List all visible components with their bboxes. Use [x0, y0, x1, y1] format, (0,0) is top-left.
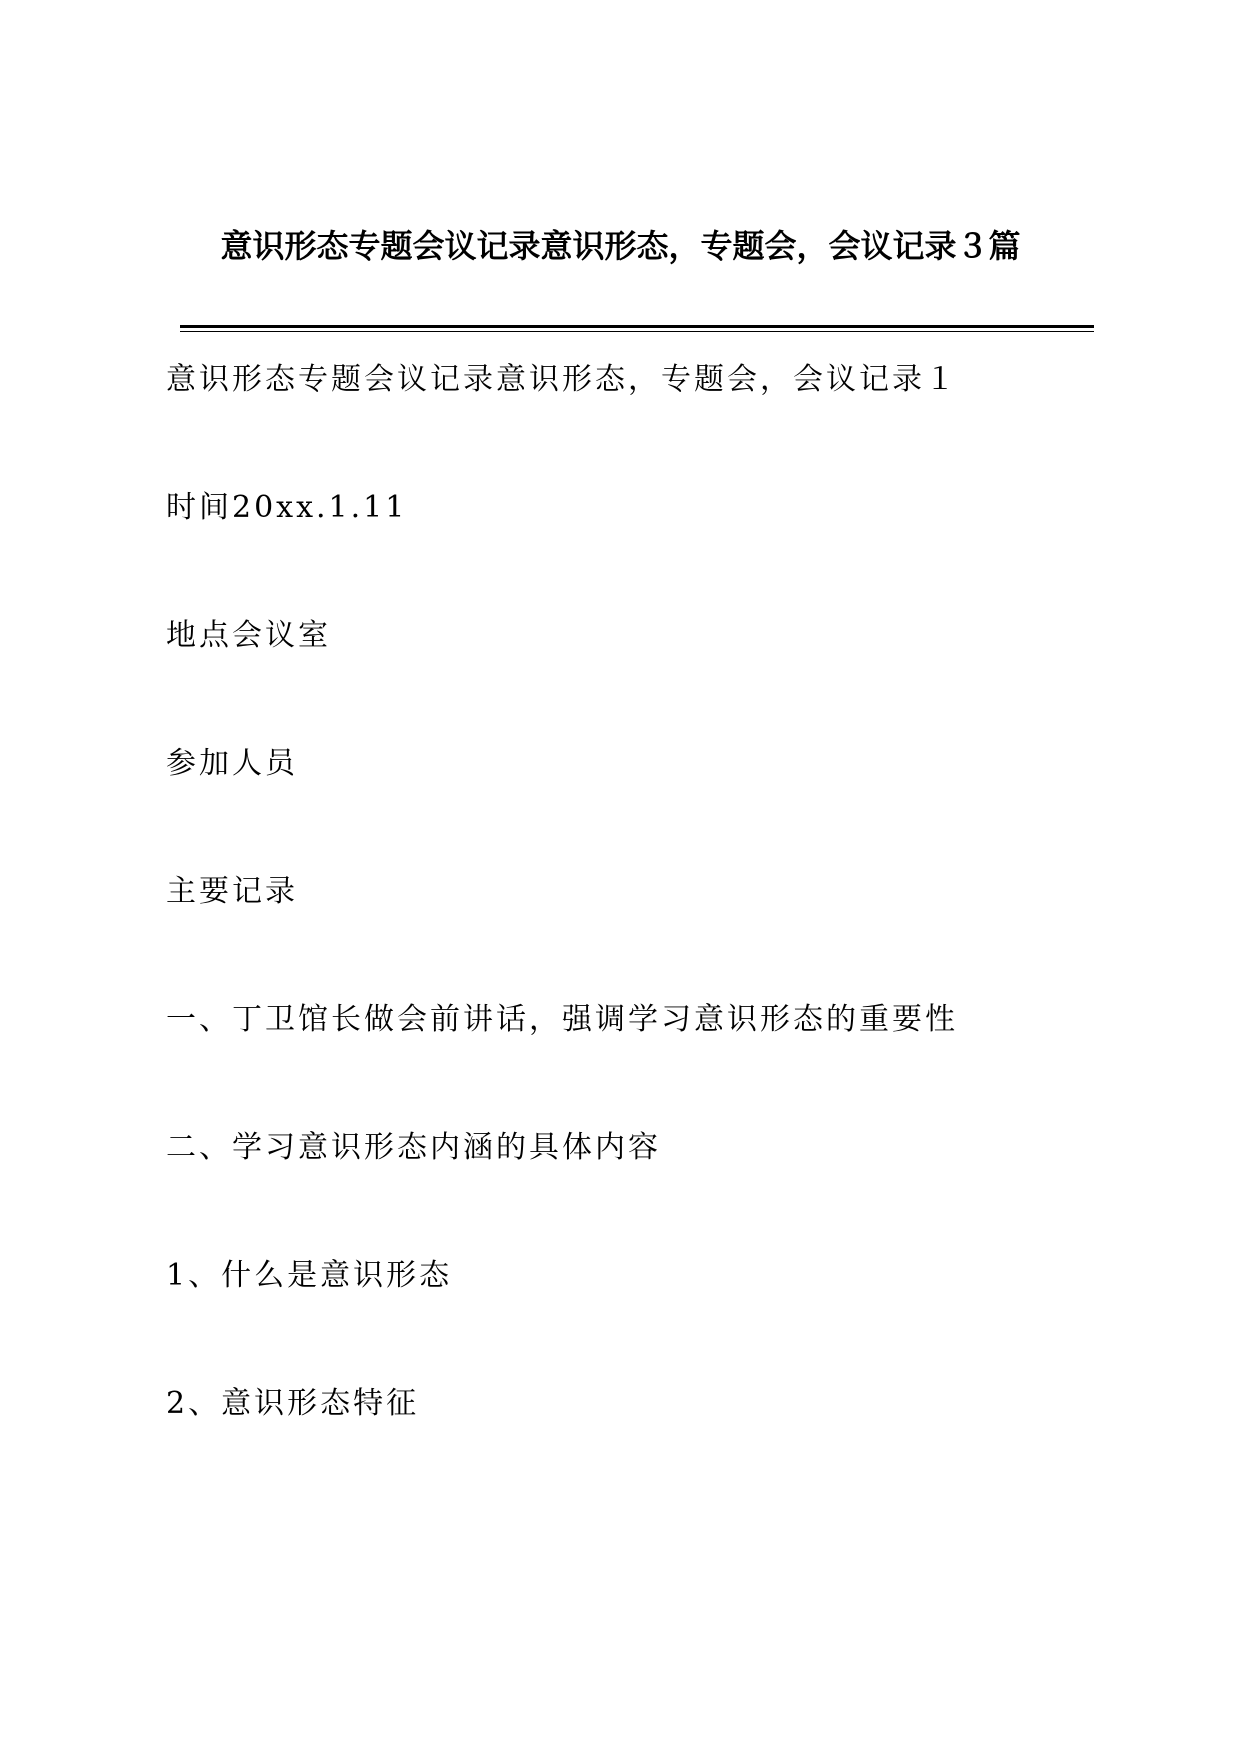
record-subitem-1: 1、什么是意识形态 [166, 1258, 453, 1293]
record-subitem-2: 2、意识形态特征 [166, 1386, 420, 1421]
record-item-1: 一、丁卫馆长做会前讲话，强调学习意识形态的重要性 [166, 1002, 958, 1037]
meeting-time: 时间20xx.1.11 [166, 490, 408, 525]
attendees-label: 参加人员 [166, 746, 298, 781]
section-heading: 意识形态专题会议记录意识形态，专题会，会议记录１ [166, 362, 958, 397]
document-title: 意识形态专题会议记录意识形态，专题会，会议记录３篇 [220, 227, 1021, 265]
meeting-location: 地点会议室 [166, 618, 331, 653]
record-item-2: 二、学习意识形态内涵的具体内容 [166, 1130, 661, 1165]
title-divider-thin [180, 331, 1094, 332]
title-divider-thick [180, 325, 1094, 328]
main-record-label: 主要记录 [166, 874, 298, 909]
